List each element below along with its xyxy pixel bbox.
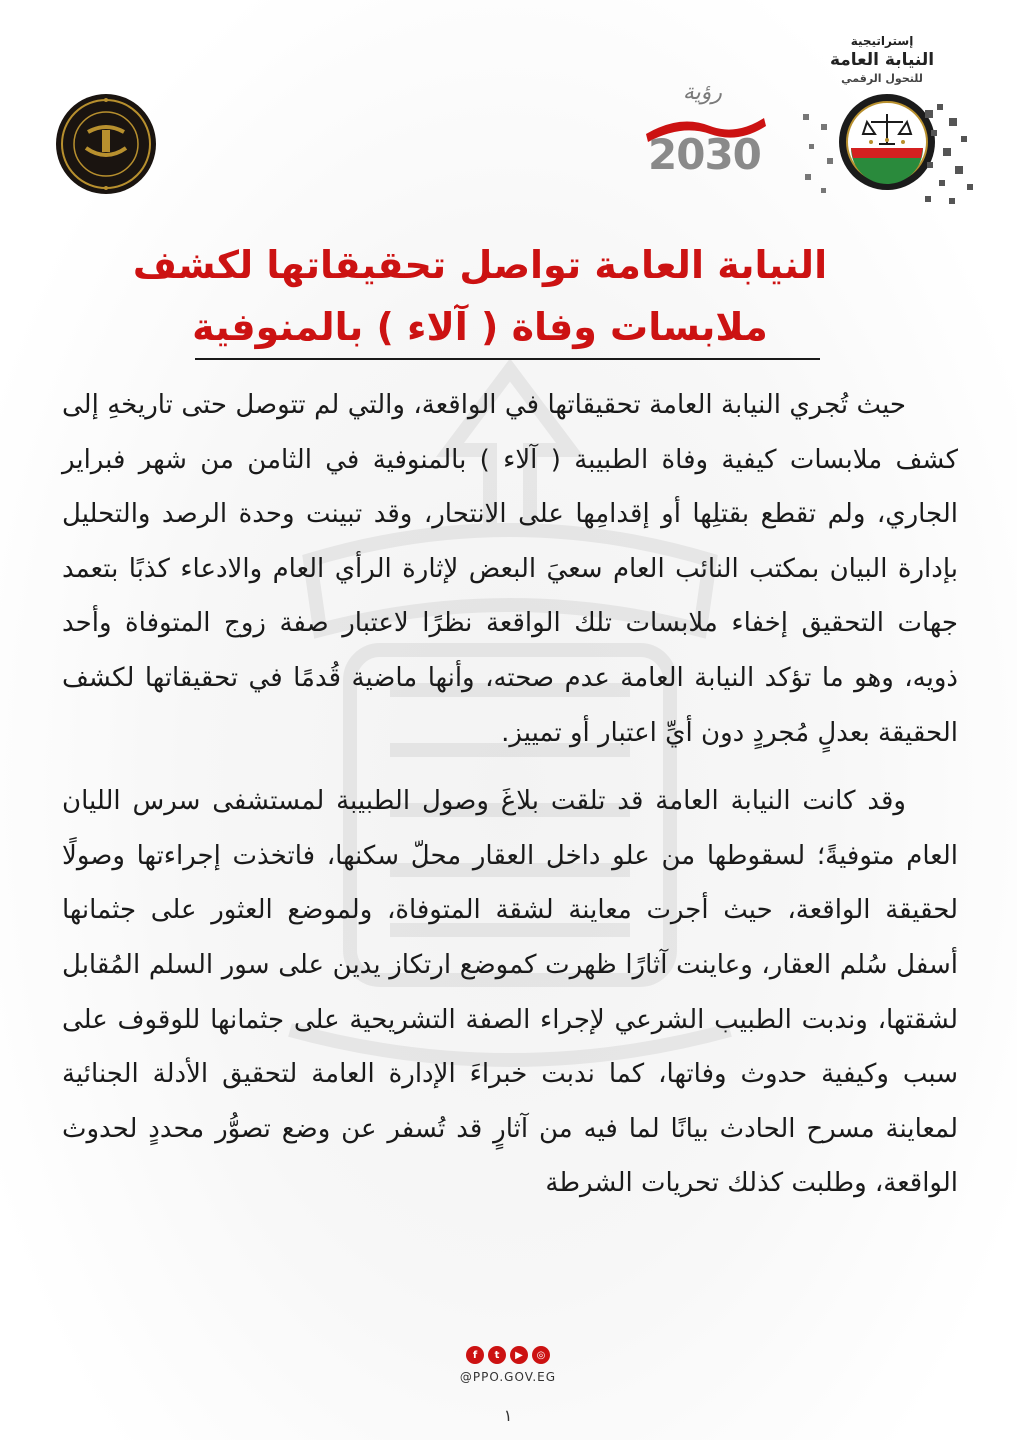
digital-pixels-decoration-icon (921, 100, 981, 210)
vision-year: 2030 (648, 130, 761, 179)
digital-pixels-decoration-left-icon (799, 108, 839, 198)
facebook-icon[interactable]: f (466, 1346, 484, 1364)
bayan-administration-seal-icon (54, 92, 158, 196)
page-title (130, 234, 830, 358)
title-line2: ملابسات وفاة ( آلاء ) بالمنوفية (192, 305, 768, 349)
paragraph-1: حيث تُجري النيابة العامة تحقيقاتها في الواقعة، والتي لم تتوصل حتى تاريخهِ إلى كشف ملابسات كيفية وفاة الطبيبة ( آلاء ) بالمنوفية في الثامن من شهر فبراير الجاري، ولم تقطع بقتلِها أو إقدامِها على الانتحار، وقد تبينت وحدة الرصد والتحليل بإدارة البيان بمكتب النائب العام سعيَ البعض لإثارة الرأي العام والادعاء كذبًا بتعمد جهات التحقيق إخفاء ملابسات تلك الواقعة نظرًا لاعتبار صفة زوج المتوفاة وأحد ذويه، وهو ما تؤكد النيابة العامة عدم صحته، وأنها ماضية قُدمًا في تحقيقاتها لكشف الحقيقة بعدلٍ مُجردٍ دون أيِّ اعتبار أو تمييز. (62, 390, 958, 748)
ppo-line3: للتحول الرقمي (841, 72, 923, 85)
vision-word: رؤية (682, 80, 722, 105)
page-number: ١ (503, 1406, 513, 1425)
title-underline (195, 358, 820, 360)
ppo-strategy-label (807, 34, 957, 85)
ppo-line1: إستراتيجية (850, 34, 914, 48)
paragraph-2: وقد كانت النيابة العامة قد تلقت بلاغَ وصول الطبيبة لمستشفى سرس الليان العام متوفيةً؛ لسقوطها من علو داخل العقار محلّ سكنها، فاتخذت إجراءتها وصولًا لحقيقة الواقعة، حيث أجرت معاينة لشقة المتوفاة، ولموضع العثور على جثمانها أسفل سُلم العقار، وعاينت آثارًا ظهرت كموضع ارتكاز يدين على سور السلم المُقابل لشقتها، وندبت الطبيب الشرعي لإجراء الصفة التشريحية على جثمانها للوقوف على سبب وكيفية حدوث وفاتها، كما ندبت خبراءَ الإدارة العامة لتحقيق الأدلة الجنائية لمعاينة مسرح الحادث بيانًا لما فيه من آثارٍ قد تُسفر عن وضع تصوُّر محددٍ لحدوث الواقعة، وطلبت كذلك تحريات الشرطة (62, 786, 958, 1199)
instagram-icon[interactable]: ◎ (532, 1346, 550, 1364)
header (0, 0, 1017, 215)
ppo-line2: النيابة العامة (829, 50, 935, 70)
twitter-icon[interactable]: t (488, 1346, 506, 1364)
statement-body (62, 378, 958, 1211)
website-label: @PPO.GOV.EG (459, 1370, 557, 1384)
footer (0, 1340, 1017, 1440)
social-icons (458, 1346, 558, 1366)
title-line1: النيابة العامة تواصل تحقيقاتها لكشف (132, 243, 828, 287)
egypt-vision-2030-logo (640, 80, 770, 180)
youtube-icon[interactable]: ▶ (510, 1346, 528, 1364)
